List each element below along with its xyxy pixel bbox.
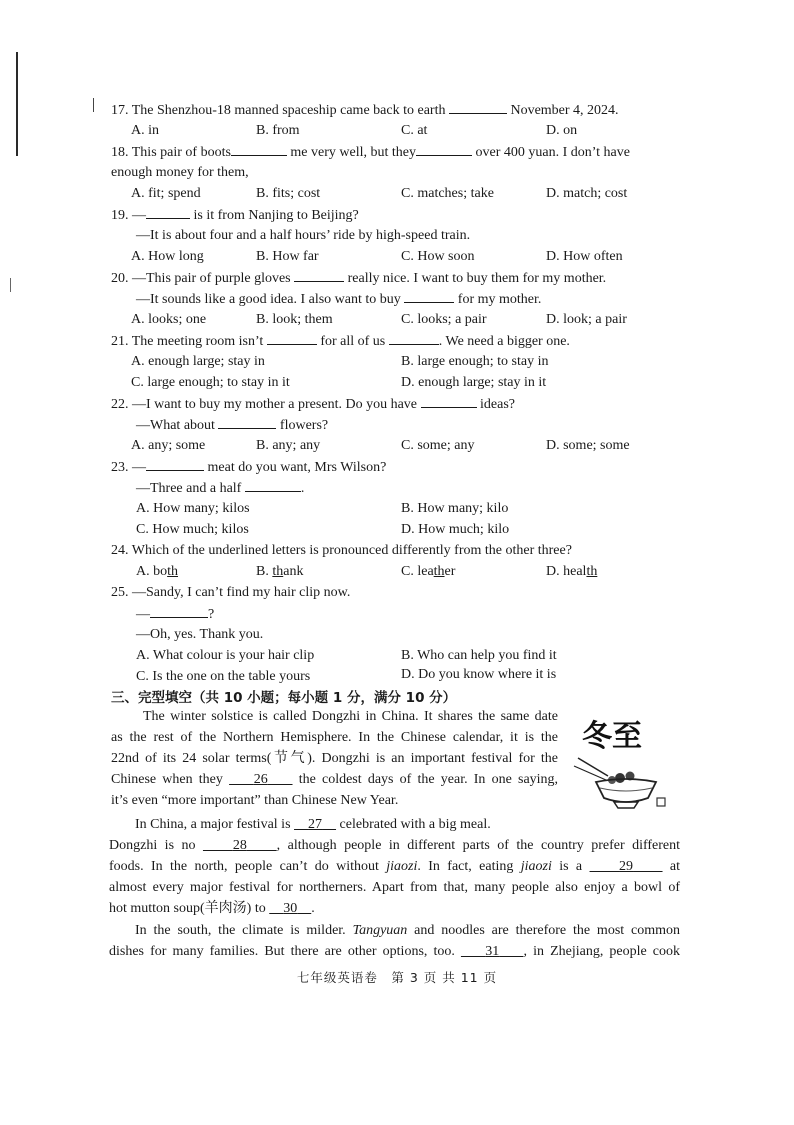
passage-line xyxy=(109,920,680,941)
q22-text: ideas? xyxy=(480,397,515,412)
option-a: A. How many; kilos xyxy=(136,501,250,516)
blank-number: 26 xyxy=(253,772,268,787)
answer-blank xyxy=(404,290,454,303)
q25-blank-line xyxy=(136,605,214,624)
page-footer: 七年级英语卷 第 3 页 共 11 页 xyxy=(296,970,498,985)
passage-paragraph-3 xyxy=(109,920,680,962)
blank-number: 29 xyxy=(619,859,634,874)
option-c: C. looks; a pair xyxy=(401,312,487,327)
blank-number: 31 xyxy=(485,944,500,959)
option-c: C. Is the one on the table yours xyxy=(136,669,311,684)
option-c: C. some; any xyxy=(401,438,475,453)
scan-mark xyxy=(93,98,94,112)
q18-text: me very well, but they xyxy=(290,145,416,160)
blank-number: 30 xyxy=(283,901,298,916)
q20-text: really nice. I want to buy them for my mother. xyxy=(347,271,607,286)
q17-text: November 4, 2024. xyxy=(510,103,619,118)
question-24-stem: 24. Which of the underlined letters is pronounced differently from the other three? xyxy=(111,543,572,558)
passage-text: is a xyxy=(559,859,583,874)
answer-blank xyxy=(218,416,276,429)
passage-paragraph-2 xyxy=(109,814,680,919)
question-25-stem: 25. —Sandy, I can’t find my hair clip now. xyxy=(111,585,351,600)
passage-text: foods. In the north, people can’t do without xyxy=(109,859,379,874)
passage-line: almost every major festival for northerners. Apart from that, many people also enjoy a bowl of xyxy=(109,880,680,895)
option-d: D. look; a pair xyxy=(546,312,627,327)
q19-text: is it from Nanjing to Beijing? xyxy=(193,208,359,223)
q21-text: for all of us xyxy=(320,334,386,349)
q21-text: . We need a bigger one. xyxy=(438,334,570,349)
option-a: A. fit; spend xyxy=(131,186,201,201)
answer-blank xyxy=(449,101,507,114)
blank-27 xyxy=(294,817,336,832)
passage-text: Chinese when they xyxy=(111,772,223,787)
seal-stamp xyxy=(657,798,665,806)
answer-blank xyxy=(421,395,477,408)
question-22-stem xyxy=(111,395,515,414)
passage-text: and noodles are therefore the most common xyxy=(414,923,681,938)
option-b: B. fits; cost xyxy=(256,186,321,201)
q17-text: 17. The Shenzhou-18 manned spaceship came back to earth xyxy=(111,103,446,118)
scan-edge-mark xyxy=(16,52,18,156)
answer-blank xyxy=(150,605,208,618)
q25-text: ? xyxy=(208,607,215,622)
q22-reply xyxy=(136,416,328,435)
option-text: B. xyxy=(256,564,273,579)
q18-text: over 400 yuan. I don’t have xyxy=(475,145,630,160)
chopstick xyxy=(578,758,608,776)
option-d: D. enough large; stay in it xyxy=(401,375,547,390)
option-c: C. How much; kilos xyxy=(136,522,249,537)
blank-26 xyxy=(229,772,292,787)
underlined-letters: th xyxy=(167,564,179,579)
question-19-stem xyxy=(111,206,359,225)
answer-blank xyxy=(267,332,317,345)
passage-text: the coldest days of the year. In one saying, xyxy=(298,772,559,787)
passage-line: as the rest of the Northern Hemisphere. In the Chinese calendar, it is the xyxy=(111,730,558,745)
passage-line: it’s even “more important” than Chinese New Year. xyxy=(111,793,399,808)
passage-text: dishes for many families. But there are other options, too. xyxy=(109,944,455,959)
answer-blank xyxy=(245,479,301,492)
option-a: A. enough large; stay in xyxy=(131,354,265,369)
passage-text: . xyxy=(311,901,315,916)
option-text: er xyxy=(444,564,456,579)
passage-text: In China, a major festival is xyxy=(135,817,291,832)
answer-blank xyxy=(389,332,439,345)
q21-text: 21. The meeting room isn’t xyxy=(111,334,264,349)
option-text: C. lea xyxy=(401,564,434,579)
option-b: B. How far xyxy=(256,249,319,264)
italic-term: Tangyuan xyxy=(352,923,408,938)
answer-blank xyxy=(146,458,204,471)
bowl-pattern xyxy=(600,788,652,791)
q23-reply xyxy=(136,479,304,498)
passage-text: . In fact, eating xyxy=(417,859,514,874)
option-text: A. bo xyxy=(136,564,168,579)
blank-29 xyxy=(590,859,663,874)
section-title: 三、完型填空（共 10 小题；每小题 1 分，满分 10 分） xyxy=(111,690,457,706)
option-c: C. large enough; to stay in it xyxy=(131,375,290,390)
dongzhi-illustration xyxy=(570,706,670,816)
q20-text: —It sounds like a good idea. I also want to buy xyxy=(136,292,401,307)
q19-text: 19. — xyxy=(111,208,146,223)
option-d: D. some; some xyxy=(546,438,630,453)
blank-28 xyxy=(203,838,277,853)
q18-text: 18. This pair of boots xyxy=(111,145,231,160)
question-17-stem xyxy=(111,101,619,120)
option-a: A. in xyxy=(131,123,159,138)
q22-text: flowers? xyxy=(279,418,329,433)
answer-blank xyxy=(294,269,344,282)
option-c: C. How soon xyxy=(401,249,475,264)
option-b: B. Who can help you find it xyxy=(401,648,557,663)
tangyuan-ball xyxy=(615,773,625,783)
passage-text: In the south, the climate is milder. xyxy=(135,923,346,938)
q23-text: —Three and a half xyxy=(136,481,242,496)
option-d: D. on xyxy=(546,123,578,138)
q23-text: meat do you want, Mrs Wilson? xyxy=(207,460,387,475)
scan-mark xyxy=(10,278,11,292)
passage-line: 22nd of its 24 solar terms(节气). Dongzhi is an important festival for the xyxy=(111,751,558,766)
option-b: B. any; any xyxy=(256,438,321,453)
option-d: D. Do you know where it is xyxy=(401,667,557,682)
option-c xyxy=(401,563,455,581)
option-c: C. matches; take xyxy=(401,186,494,201)
option-b: B. look; them xyxy=(256,312,333,327)
option-d xyxy=(546,563,597,581)
passage-line xyxy=(109,898,680,919)
blank-31 xyxy=(461,944,524,959)
q23-text: 23. — xyxy=(111,460,146,475)
q18-text: enough money for them, xyxy=(111,165,249,180)
passage-line xyxy=(109,856,680,877)
option-c: C. at xyxy=(401,123,428,138)
option-d: D. match; cost xyxy=(546,186,628,201)
passage-text: hot mutton soup(羊肉汤) to xyxy=(109,901,266,916)
q22-text: 22. —I want to buy my mother a present. Do you have xyxy=(111,397,417,412)
q19-reply: —It is about four and a half hours’ ride by high-speed train. xyxy=(136,228,471,243)
chopstick xyxy=(574,766,606,780)
italic-term: jiaozi xyxy=(386,859,418,874)
passage-line xyxy=(109,814,680,835)
passage-text: , in Zhejiang, people cook xyxy=(523,944,681,959)
option-b xyxy=(256,563,303,581)
underlined-letters: th xyxy=(272,564,284,579)
passage-paragraph-1 xyxy=(111,706,558,811)
question-23-stem xyxy=(111,458,386,477)
passage-line xyxy=(111,769,558,790)
passage-line xyxy=(109,835,680,856)
option-a xyxy=(136,563,178,581)
option-a: A. any; some xyxy=(131,438,206,453)
passage-line: The winter solstice is called Dongzhi in China. It shares the same date xyxy=(143,709,558,724)
blank-30 xyxy=(269,901,311,916)
underlined-letters: th xyxy=(433,564,445,579)
answer-blank xyxy=(146,206,190,219)
underlined-letters: th xyxy=(586,564,598,579)
passage-line xyxy=(109,941,680,962)
answer-blank xyxy=(231,143,287,156)
option-a: A. How long xyxy=(131,249,204,264)
option-text: ank xyxy=(283,564,304,579)
option-a: A. looks; one xyxy=(131,312,207,327)
passage-text: celebrated with a big meal. xyxy=(339,817,491,832)
passage-text: at xyxy=(669,859,681,874)
q20-text: 20. —This pair of purple gloves xyxy=(111,271,291,286)
option-text: D. heal xyxy=(546,564,587,579)
option-b: B. large enough; to stay in xyxy=(401,354,549,369)
dongzhi-calligraphy: 冬至 xyxy=(582,719,642,754)
blank-number: 27 xyxy=(308,817,323,832)
q20-text: for my mother. xyxy=(457,292,542,307)
passage-text: Dongzhi is no xyxy=(109,838,196,853)
question-21-stem xyxy=(111,332,570,351)
q22-text: —What about xyxy=(136,418,215,433)
q23-text: . xyxy=(300,481,305,496)
option-a: A. What colour is your hair clip xyxy=(136,648,315,663)
passage-text: , although people in different parts of the country prefer different xyxy=(276,838,681,853)
italic-term: jiaozi xyxy=(520,859,552,874)
answer-blank xyxy=(416,143,472,156)
question-20-stem xyxy=(111,269,606,288)
blank-number: 28 xyxy=(232,838,247,853)
option-b: B. from xyxy=(256,123,300,138)
q20-reply xyxy=(136,290,541,309)
q25-reply: —Oh, yes. Thank you. xyxy=(136,627,264,642)
option-b: B. How many; kilo xyxy=(401,501,509,516)
option-d: D. How much; kilo xyxy=(401,522,510,537)
option-d: D. How often xyxy=(546,249,623,264)
q25-text: — xyxy=(136,607,150,622)
question-18-stem xyxy=(111,143,630,162)
